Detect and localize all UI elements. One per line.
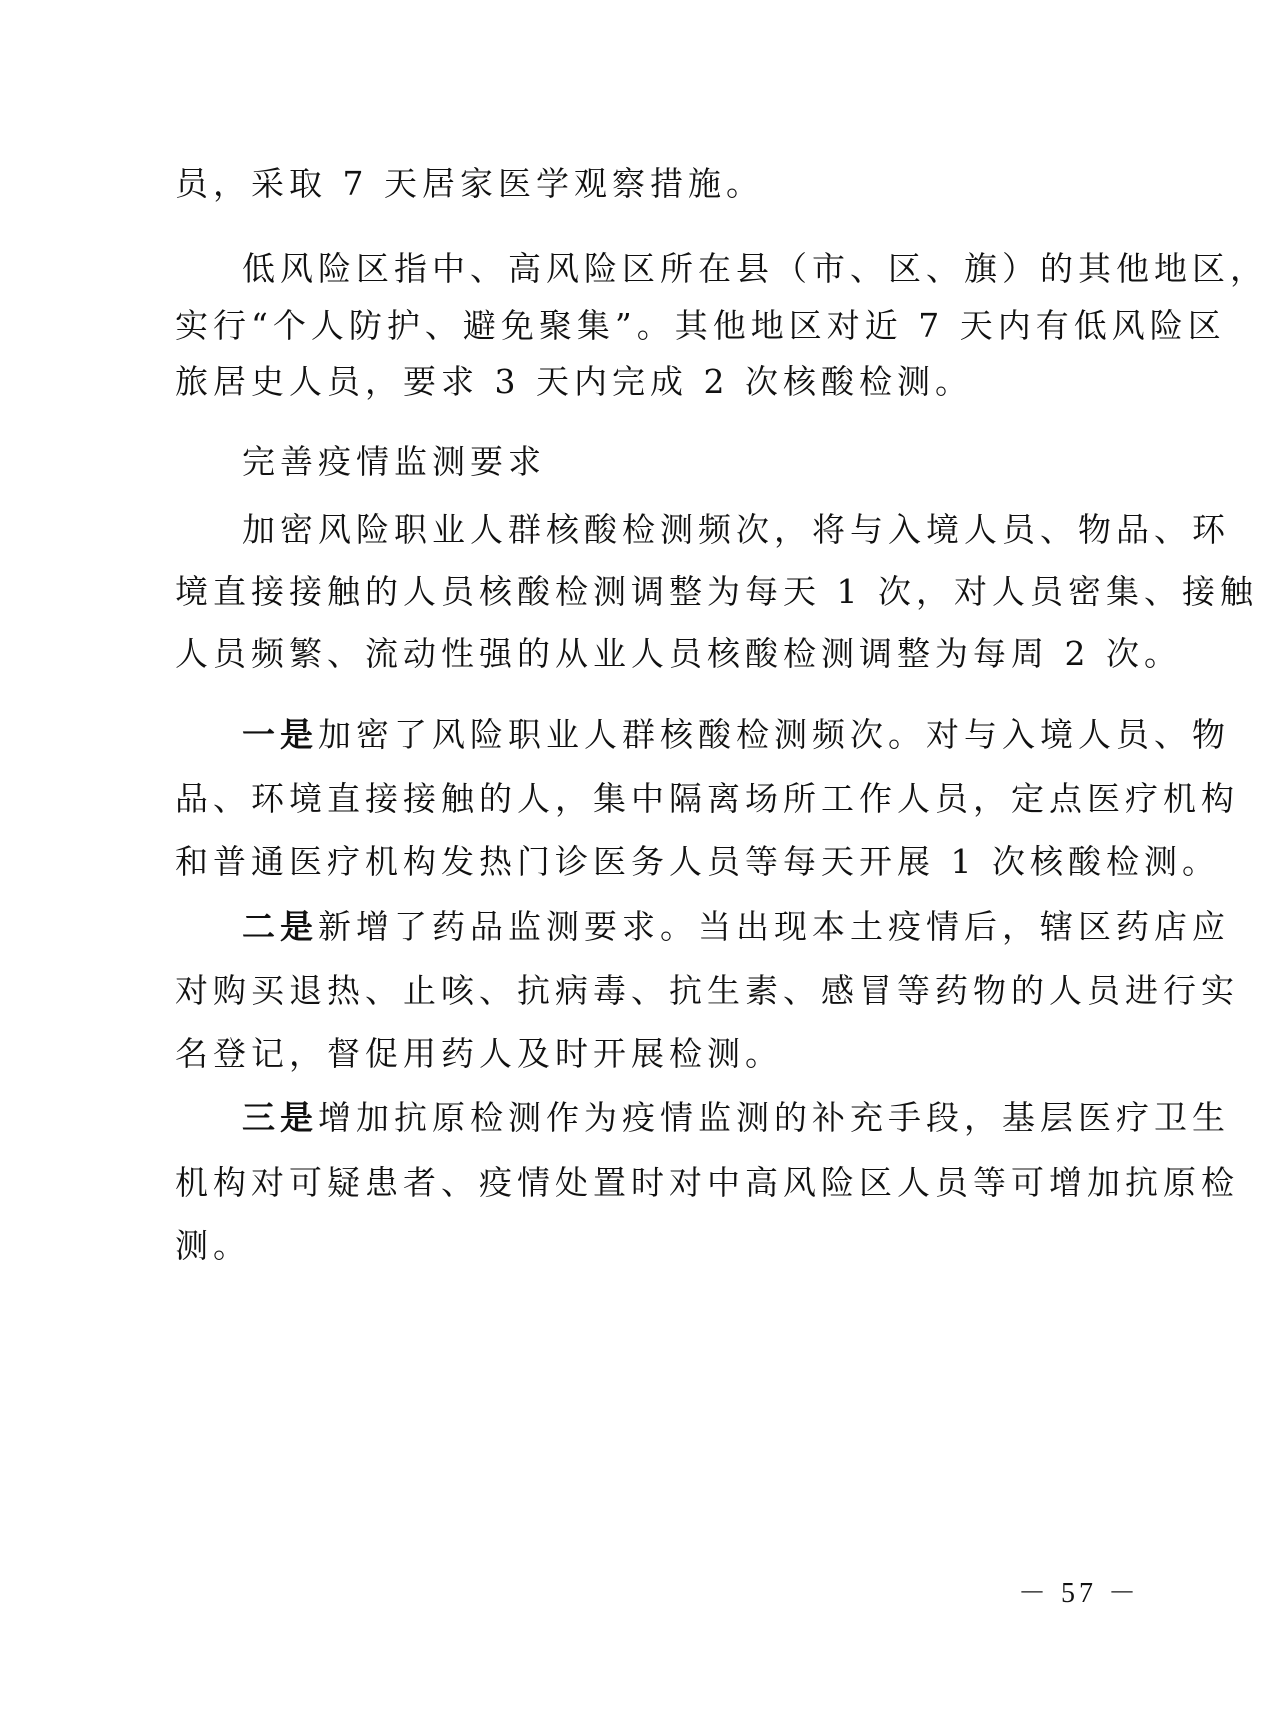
paragraph-line-3: 实行“个人防护、避免聚集”。其他地区对近 7 天内有低风险区 [175, 306, 1226, 345]
section-heading: 完善疫情监测要求 [242, 442, 546, 481]
paragraph-line-2: 低风险区指中、高风险区所在县（市、区、旗）的其他地区， [242, 249, 1268, 288]
paragraph-line-16: 测。 [175, 1226, 251, 1265]
paragraph-line-4: 旅居史人员，要求 3 天内完成 2 次核酸检测。 [175, 362, 973, 401]
paragraph-line-10: 和普通医疗机构发热门诊医务人员等每天开展 1 次核酸检测。 [175, 842, 1220, 881]
paragraph-line-9: 品、环境直接接触的人，集中隔离场所工作人员，定点医疗机构 [175, 779, 1239, 818]
paragraph-line-11-text: 新增了药品监测要求。当出现本土疫情后，辖区药店应 [318, 907, 1230, 946]
paragraph-line-1: 员，采取 7 天居家医学观察措施。 [175, 164, 764, 203]
page-number: － 57 － [1018, 1578, 1141, 1609]
paragraph-line-6: 境直接接触的人员核酸检测调整为每天 1 次，对人员密集、接触 [175, 572, 1258, 611]
paragraph-line-8-text: 加密了风险职业人群核酸检测频次。对与入境人员、物 [318, 715, 1230, 754]
paragraph-line-7: 人员频繁、流动性强的从业人员核酸检测调整为每周 2 次。 [175, 634, 1182, 673]
paragraph-line-5: 加密风险职业人群核酸检测频次，将与入境人员、物品、环 [242, 510, 1230, 549]
paragraph-line-14-text: 增加抗原检测作为疫情监测的补充手段，基层医疗卫生 [318, 1098, 1230, 1137]
paragraph-line-11 [242, 905, 1230, 949]
paragraph-line-14 [242, 1096, 1230, 1140]
bold-prefix-first: 一是 [242, 715, 318, 754]
paragraph-line-12: 对购买退热、止咳、抗病毒、抗生素、感冒等药物的人员进行实 [175, 971, 1239, 1010]
paragraph-line-8 [242, 713, 1230, 757]
paragraph-line-13: 名登记，督促用药人及时开展检测。 [175, 1034, 783, 1073]
bold-prefix-second: 二是 [242, 907, 318, 946]
paragraph-line-15: 机构对可疑患者、疫情处置时对中高风险区人员等可增加抗原检 [175, 1163, 1239, 1202]
bold-prefix-third: 三是 [242, 1098, 318, 1137]
